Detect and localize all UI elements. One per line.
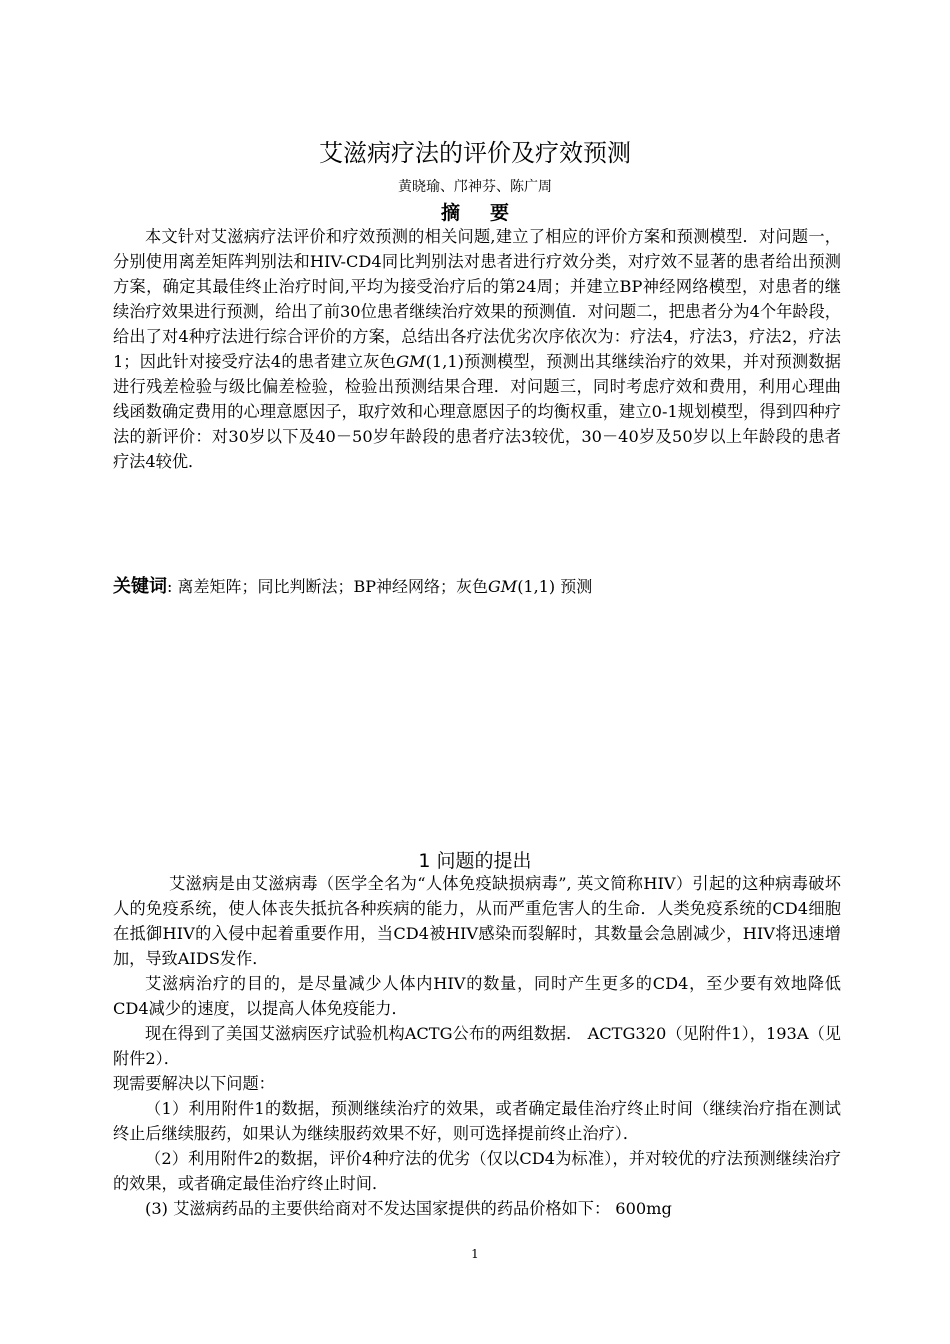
section-title: 1 问题的提出 (418, 850, 532, 872)
keywords-text-part1: : 离差矩阵；同比判断法；BP神经网络；灰色 (167, 577, 489, 596)
abstract-text-part1: 本文针对艾滋病疗法评价和疗效预测的相关问题,建立了相应的评价方案和预测模型．对问题一，分别使用离差矩阵判别法和HIV-CD4同比判别法对患者进行疗效分类，对疗效不显著的患者给出预测方案，确定其最佳终止治疗时间,平均为接受治疗后的第24周；并建立BP神经网络模型，对患者的继续治疗效果进行预测，给出了前30位患者继续治疗效果的预测值．对问题二，把患者分为4个年龄段，给出了对4种疗法进行综合评价的方案，总结出各疗法优劣次序依次为：疗法4，疗法3，疗法2，疗法1；因此针对接受疗法4的患者建立灰色 (113, 227, 841, 371)
section-paragraph-1: 艾滋病是由艾滋病毒（医学全名为“人体免疫缺损病毒”, 英文简称HIV）引起的这种病毒破坏人的免疫系统，使人体丧失抵抗各种疾病的能力，从而严重危害人的生命．人类免疫系统的CD4细胞在抵御HIV的入侵中起着重要作用，当CD4被HIV感染而裂解时，其数量会急剧减少，HIV将迅速增加，导致AIDS发作． (113, 874, 841, 968)
abstract-paragraph (113, 224, 841, 474)
keywords-line (113, 572, 841, 598)
section-paragraph-4: 现需要解决以下问题： (113, 1074, 275, 1093)
question-3: (3) 艾滋病药品的主要供给商对不发达国家提供的药品价格如下： 600mg (145, 1199, 672, 1218)
abstract-text-part2: (1,1)预测模型，预测出其继续治疗的效果，并对预测数据进行残差检验与级比偏差检验，检验出预测结果合理．对问题三，同时考虑疗效和费用，利用心理曲线函数确定费用的心理意愿因子，取疗效和心理意愿因子的均衡权重，建立0-1规划模型，得到四种疗法的新评价：对30岁以下及40－50岁年龄段的患者疗法3较优，30－40岁及50岁以上年龄段的患者疗法4较优． (113, 352, 841, 471)
keywords-text-part2: (1,1) 预测 (517, 577, 593, 596)
paper-title: 艾滋病疗法的评价及疗效预测 (319, 139, 631, 167)
section-paragraph-3: 现在得到了美国艾滋病医疗试验机构ACTG公布的两组数据． ACTG320（见附件1），193A（见附件2）． (113, 1024, 841, 1068)
question-2: （2）利用附件2的数据，评价4种疗法的优劣（仅以CD4为标准），并对较优的疗法预测继续治疗的效果，或者确定最佳治疗终止时间． (113, 1149, 841, 1193)
author-list: 黄晓瑜、邝神芬、陈广周 (398, 179, 552, 195)
keywords-gm-symbol: GM (488, 577, 518, 596)
abstract-body (113, 224, 841, 474)
section-body (113, 871, 841, 1221)
question-1: （1）利用附件1的数据，预测继续治疗的效果，或者确定最佳治疗终止时间（继续治疗指在测试终止后继续服药，如果认为继续服药效果不好，则可选择提前终止治疗）． (113, 1099, 841, 1143)
keywords-label: 关键词 (113, 576, 167, 597)
section-paragraph-2: 艾滋病治疗的目的，是尽量减少人体内HIV的数量，同时产生更多的CD4，至少要有效地降低CD4减少的速度，以提高人体免疫能力． (113, 974, 841, 1018)
gm-model-symbol: GM (396, 352, 426, 371)
page-number: 1 (471, 1247, 479, 1261)
abstract-heading: 摘要 (440, 202, 539, 224)
